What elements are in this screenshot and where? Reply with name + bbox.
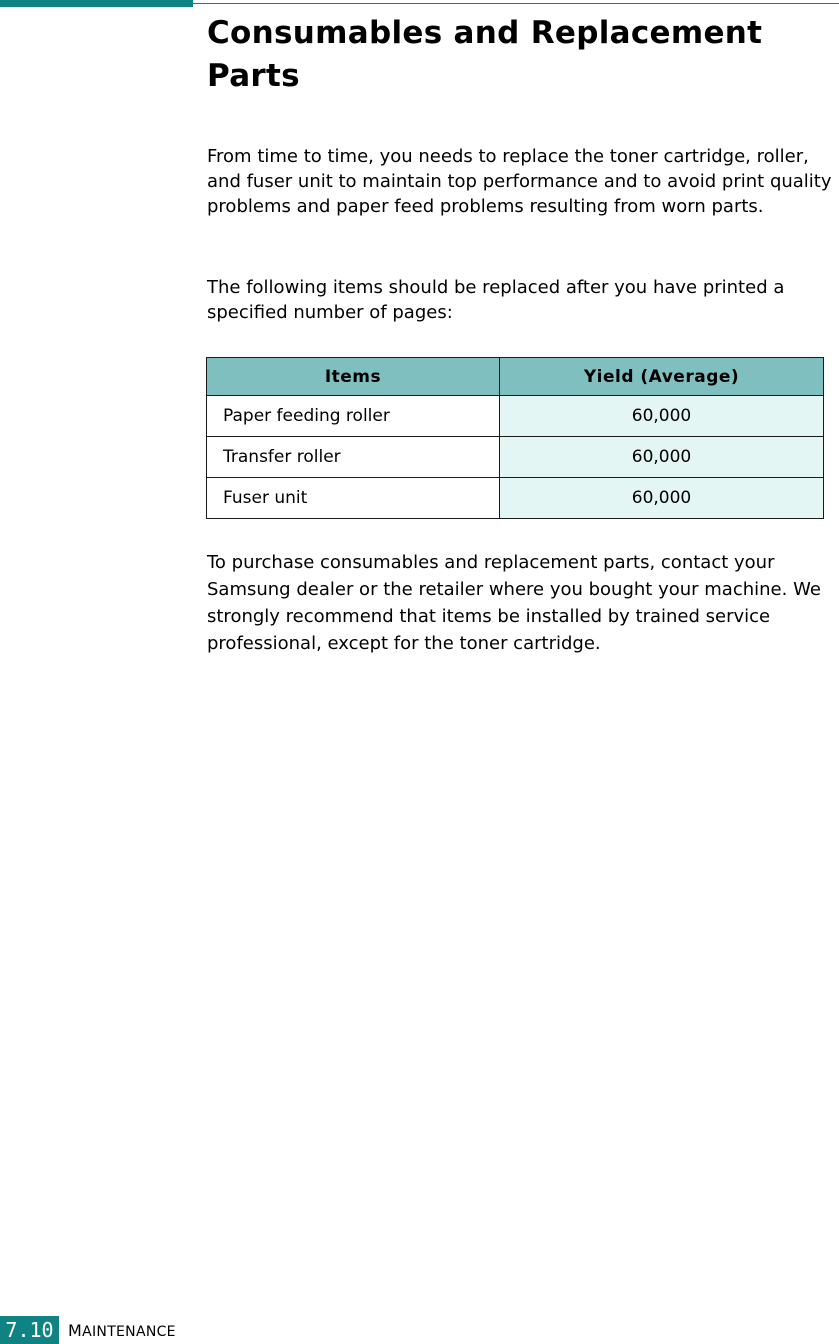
- yield-column-header: Yield (Average): [500, 358, 824, 396]
- page-title: Consumables and Replacement Parts: [207, 15, 763, 94]
- table-row: [207, 437, 824, 478]
- page-number-badge: 7.10: [0, 1316, 59, 1344]
- yield-table: [206, 357, 824, 519]
- intro-paragraph: From time to time, you needs to replace the toner cartridge, roller, and fuser unit to maintain top performance and to avoid print quality problems and paper feed problems resulting from worn parts.: [207, 146, 832, 217]
- item-cell: Fuser unit: [207, 478, 500, 519]
- yield-cell: 60,000: [500, 396, 824, 437]
- header-rule: [193, 3, 839, 4]
- yield-cell: 60,000: [500, 437, 824, 478]
- item-cell: Paper feeding roller: [207, 396, 500, 437]
- table-row: [207, 396, 824, 437]
- section-label: [68, 1321, 176, 1342]
- item-cell: Transfer roller: [207, 437, 500, 478]
- replacement-paragraph: The following items should be replaced after you have printed a specified number of pages:: [207, 277, 785, 323]
- yield-cell: 60,000: [500, 478, 824, 519]
- section-label-rest: AINTENANCE: [82, 1324, 176, 1340]
- table-header-row: [207, 358, 824, 396]
- section-label-initial: M: [68, 1321, 83, 1340]
- table-row: [207, 478, 824, 519]
- purchase-paragraph: To purchase consumables and replacement parts, contact your Samsung dealer or the retailer where you bought your machine. We strongly recommend that items be installed by trained service professional, except for the toner cartridge.: [207, 552, 821, 654]
- items-column-header: Items: [207, 358, 500, 396]
- header-accent-bar: [0, 0, 193, 7]
